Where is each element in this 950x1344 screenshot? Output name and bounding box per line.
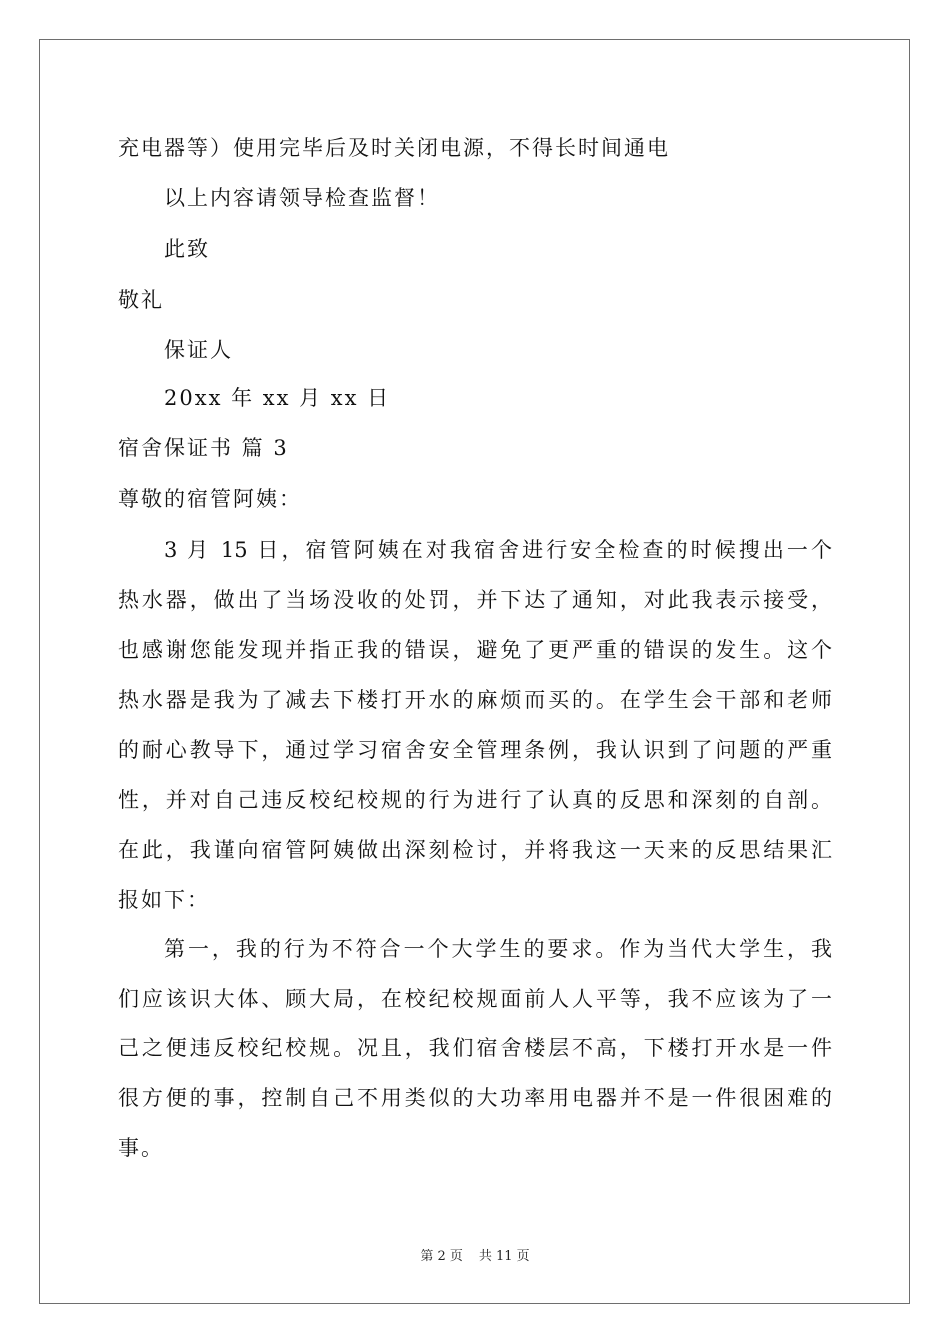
page-number: 第 2 页 (420, 1249, 463, 1264)
paragraph-line: 事。 (118, 1136, 164, 1160)
date-line: 20xx 年 xx 月 xx 日 (164, 386, 391, 410)
page-footer (0, 1248, 950, 1266)
paragraph-line: 们应该识大体、顾大局，在校纪校规面前人人平等，我不应该为了一 (118, 987, 832, 1011)
paragraph-line: 热水器是我为了减去下楼打开水的麻烦而买的。在学生会干部和老师 (118, 688, 832, 712)
paragraph-line: 在此，我谨向宿管阿姨做出深刻检讨，并将我这一天来的反思结果汇 (118, 838, 832, 862)
paragraph-line: 性，并对自己违反校纪校规的行为进行了认真的反思和深刻的自剖。 (118, 788, 832, 812)
page-border (39, 39, 910, 1304)
greeting-line: 尊敬的宿管阿姨： (118, 487, 302, 511)
paragraph-line: 很方便的事，控制自己不用类似的大功率用电器并不是一件很困难的 (118, 1086, 832, 1110)
signer-line: 保证人 (164, 338, 233, 362)
paragraph-line: 第一，我的行为不符合一个大学生的要求。作为当代大学生，我 (164, 937, 832, 961)
paragraph-line: 也感谢您能发现并指正我的错误，避免了更严重的错误的发生。这个 (118, 638, 832, 662)
text-line-2: 以上内容请领导检查监督！ (164, 186, 440, 210)
paragraph-line: 己之便违反校纪校规。况且，我们宿舍楼层不高，下楼打开水是一件 (118, 1036, 832, 1060)
salutation-line: 此致 (164, 237, 210, 261)
paragraph-line: 3 月 15 日，宿管阿姨在对我宿舍进行安全检查的时候搜出一个 (164, 538, 832, 562)
closing-line: 敬礼 (118, 288, 164, 312)
paragraph-line: 热水器，做出了当场没收的处罚，并下达了通知，对此我表示接受， (118, 588, 832, 612)
page-total: 共 11 页 (478, 1249, 530, 1264)
section-title: 宿舍保证书 篇 3 (118, 436, 289, 460)
text-line-1: 充电器等）使用完毕后及时关闭电源，不得长时间通电 (118, 136, 670, 160)
paragraph-line: 的耐心教导下，通过学习宿舍安全管理条例，我认识到了问题的严重 (118, 738, 832, 762)
paragraph-line: 报如下： (118, 888, 210, 912)
